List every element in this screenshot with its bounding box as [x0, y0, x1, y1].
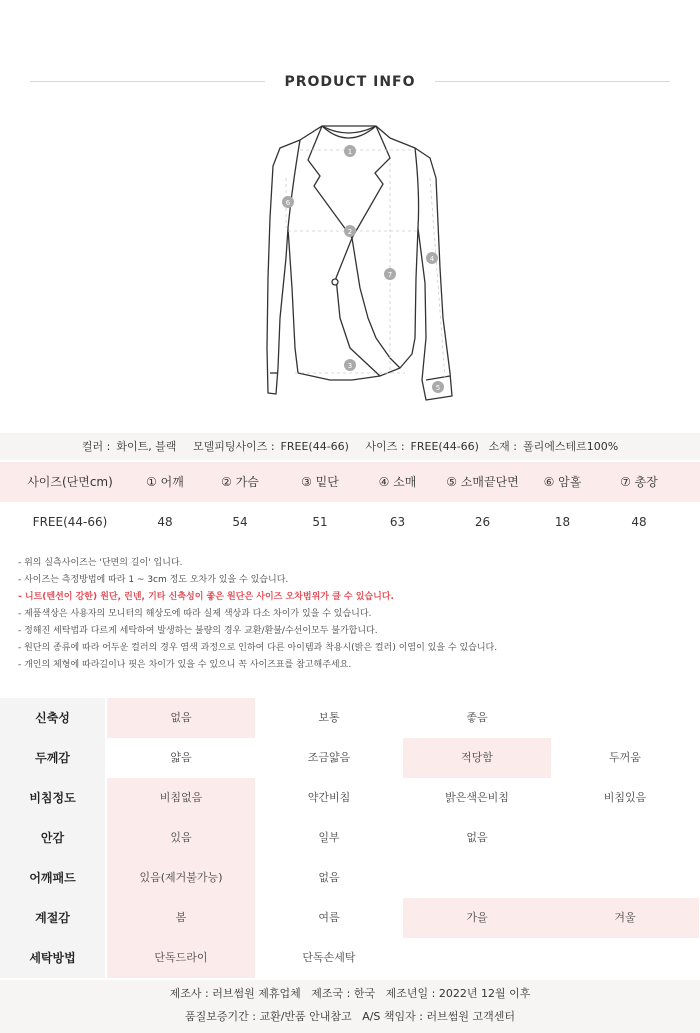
attribute-option: 단독드라이: [107, 938, 255, 978]
attribute-row: [0, 778, 700, 818]
attribute-option: 얇음: [170, 751, 192, 764]
marker-3: 3: [347, 362, 353, 370]
size-header-cell: ① 어깨: [146, 475, 184, 489]
attribute-option: [403, 938, 551, 978]
date-value: 2022년 12월 이후: [438, 987, 531, 1000]
size-header-cell: ⑦ 총장: [620, 475, 658, 489]
attribute-label: 안감: [0, 818, 105, 858]
section-header: [0, 70, 700, 94]
size-table-header: [0, 462, 700, 502]
attribute-option: 적당함: [403, 738, 551, 778]
size-value: FREE(44-66): [410, 440, 479, 453]
marker-5: 5: [435, 384, 441, 392]
divider-right: [435, 81, 670, 82]
note-line: - 정해진 세탁법과 다르게 세탁하여 발생하는 불량의 경우 교환/환불/수선이모두 불가합니다.: [18, 626, 378, 636]
size-header-cell: ⑥ 암홀: [543, 475, 582, 489]
marker-6: 6: [285, 199, 291, 207]
material-value: 폴리에스테르100%: [522, 440, 619, 453]
warranty-value: 교환/반품 안내참고: [259, 1010, 352, 1023]
size-cell: 18: [554, 515, 571, 529]
note-line: - 위의 실측사이즈는 '단면의 길이' 입니다.: [18, 558, 183, 568]
note-line: - 개인의 체형에 따라길이나 핏은 차이가 있을 수 있으니 꼭 사이즈표를 참고해주세요.: [18, 660, 352, 670]
attribute-label: 세탁방법: [0, 938, 105, 978]
color-value: 화이트, 블랙: [116, 440, 177, 453]
attribute-label: 신축성: [0, 698, 105, 738]
attribute-option: 두꺼움: [609, 751, 641, 764]
attribute-option: 있음(제거불가능): [107, 858, 255, 898]
attribute-option: 없음: [107, 698, 255, 738]
attribute-label: 비침정도: [0, 778, 105, 818]
size-label: 사이즈 :: [365, 440, 405, 453]
size-header-cell: 사이즈(단면cm): [27, 475, 113, 489]
marker-7: 7: [387, 271, 393, 279]
material-label: 소재 :: [488, 440, 517, 453]
attribute-option: 없음: [466, 831, 488, 844]
attribute-option: 봄: [107, 898, 255, 938]
size-cell: FREE(44-66): [32, 515, 108, 529]
attribute-option: 보통: [318, 711, 340, 724]
section-title: PRODUCT INFO: [284, 74, 416, 90]
attribute-label: 두께감: [0, 738, 105, 778]
size-header-cell: ③ 밑단: [301, 475, 339, 489]
size-cell: 26: [474, 515, 491, 529]
color-label: 컬러 :: [81, 440, 111, 453]
attribute-row: [0, 858, 700, 898]
size-cell: 48: [157, 515, 173, 529]
attribute-option: 밝은색은비침: [445, 791, 509, 804]
attribute-option: [551, 938, 699, 978]
maker-label: 제조사 :: [169, 987, 209, 1000]
size-header-cell: ⑤ 소매끝단면: [446, 475, 519, 489]
model-fit-label: 모델피팅사이즈 :: [192, 440, 275, 453]
marker-2: 2: [347, 228, 353, 236]
attribute-option: 비침없음: [107, 778, 255, 818]
attribute-row: [0, 698, 700, 738]
attribute-option: 좋음: [466, 711, 488, 724]
note-line: - 제품색상은 사용자의 모니터의 해상도에 따라 실제 색상과 다소 차이가 있을 수 있습니다.: [18, 609, 372, 619]
attribute-label: 계절감: [0, 898, 105, 938]
attribute-label: 어깨패드: [0, 858, 105, 898]
size-header-cell: ④ 소매: [378, 475, 417, 489]
country-label: 제조국 :: [311, 987, 351, 1000]
attribute-option: [551, 858, 699, 898]
attribute-option: 약간비침: [307, 791, 351, 804]
marker-1: 1: [347, 148, 353, 156]
attribute-option: [551, 698, 699, 738]
size-cell: 48: [631, 515, 647, 529]
country-value: 한국: [353, 987, 376, 1000]
attribute-option: 비침있음: [603, 791, 647, 804]
attribute-option: 있음: [107, 818, 255, 858]
size-notes: [18, 555, 688, 674]
marker-4: 4: [429, 255, 435, 263]
note-line: - 원단의 종류에 따라 어두운 컬러의 경우 염색 과정으로 인하여 다른 아이템과 착용시(밝은 컬러) 이염이 있을 수 있습니다.: [18, 643, 498, 653]
attribute-row: [0, 818, 700, 858]
attribute-option: 없음: [318, 871, 340, 884]
attribute-option: 일부: [318, 831, 340, 844]
attribute-option: [403, 858, 551, 898]
size-header-cell: ② 가슴: [221, 475, 259, 489]
attribute-option: 겨울: [551, 898, 699, 938]
attribute-row: [0, 938, 700, 978]
size-cell: 54: [232, 515, 248, 529]
note-line-warning: - 니트(텐션이 강한) 원단, 린넨, 기타 신축성이 좋은 원단은 사이즈 오차범위가 클 수 있습니다.: [18, 592, 394, 602]
as-label: A/S 책임자 :: [362, 1010, 423, 1023]
size-table-row: [0, 502, 700, 542]
manufacturer-info: [0, 980, 700, 1033]
attribute-option: [551, 818, 699, 858]
attribute-option: 여름: [318, 911, 340, 924]
as-value: 러브썸원 고객센터: [426, 1010, 515, 1023]
maker-value: 러브썸원 제휴업체: [212, 987, 301, 1000]
size-cell: 63: [389, 515, 406, 529]
attribute-option: 단독손세탁: [302, 951, 356, 964]
attribute-option: 가을: [403, 898, 551, 938]
product-info-bar: [0, 433, 700, 460]
attribute-row: [0, 738, 700, 778]
note-line: - 사이즈는 측정방법에 따라 1 ~ 3cm 정도 오차가 있을 수 있습니다.: [18, 575, 289, 585]
date-label: 제조년일 :: [385, 987, 436, 1000]
attribute-row: [0, 898, 700, 938]
size-cell: 51: [312, 515, 328, 529]
attribute-option: 조금얇음: [307, 751, 351, 764]
jacket-measurement-illustration: [240, 118, 470, 408]
model-fit-value: FREE(44-66): [280, 440, 349, 453]
warranty-label: 품질보증기간 :: [185, 1010, 256, 1023]
